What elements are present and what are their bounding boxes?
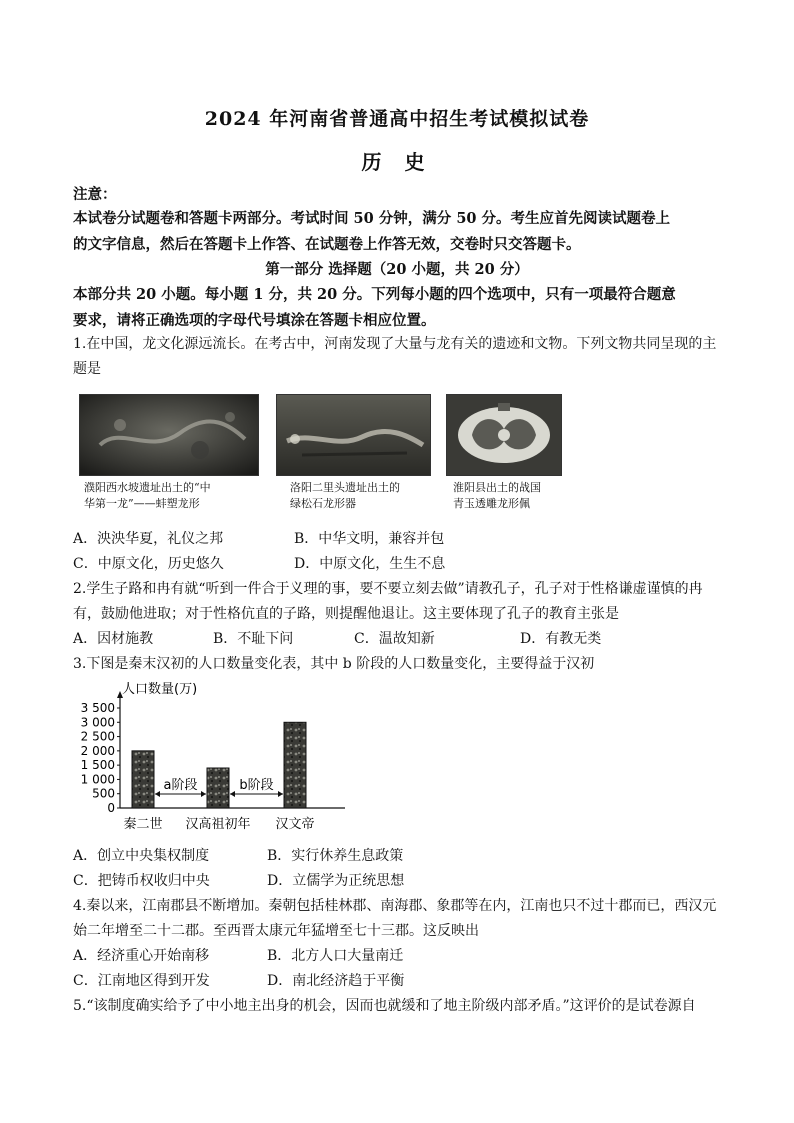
notice-line-2: 的文字信息，然后在答题卡上作答、在试题卷上作答无效，交卷时只交答题卡。	[73, 236, 581, 253]
caption-2	[290, 480, 400, 512]
q3-option-b[interactable]: B．实行休养生息政策	[267, 848, 404, 864]
q3-option-a[interactable]: A．创立中央集权制度	[73, 848, 210, 864]
q3-option-c[interactable]: C．把铸币权收归中央	[73, 873, 210, 889]
caption-2-line-2: 绿松石龙形器	[290, 497, 356, 510]
q1-option-d[interactable]: D．中原文化，生生不息	[294, 556, 446, 572]
x-category-label: 秦二世	[123, 817, 163, 832]
q2-option-b[interactable]: B．不耻下问	[213, 631, 294, 647]
q2-stem-2: 有，鼓励他进取；对于性格伉直的子路，则提醒他退让。这主要体现了孔子的教育主张是	[73, 606, 619, 622]
y-tick-label: 3 500	[80, 701, 115, 715]
subject-title: 历 史	[361, 150, 433, 174]
caption-1-line-1: 濮阳西水坡遗址出土的“中	[84, 481, 211, 494]
artifact-photo-shell-dragon	[79, 394, 259, 476]
q2-stem-1: 2.学生子路和冉有就“听到一件合于义理的事，要不要立刻去做”请教孔子，孔子对于性格谦虚谨慎的冉	[73, 581, 703, 597]
x-category-label: 汉高祖初年	[185, 817, 251, 832]
exam-title: 2024 年河南省普通高中招生考试模拟试卷	[204, 108, 590, 130]
bar-3	[284, 722, 306, 808]
a-stage-label: a阶段	[163, 778, 198, 793]
y-tick-label: 1 500	[80, 758, 115, 773]
q4-option-a[interactable]: A．经济重心开始南移	[73, 948, 210, 964]
q1-stem-1: 1.在中国，龙文化源远流长。在考古中，河南发现了大量与龙有关的遗迹和文物。下列文物共同呈现的主	[73, 336, 717, 352]
q4-stem-2: 始二年增至二十二郡。至西晋太康元年猛增至七十三郡。这反映出	[73, 923, 479, 939]
b-stage-label: b阶段	[239, 778, 274, 793]
q2-option-d[interactable]: D．有教无类	[520, 631, 602, 647]
population-chart	[70, 680, 350, 840]
q1-option-a[interactable]: A．泱泱华夏，礼仪之邦	[73, 531, 224, 547]
q4-option-b[interactable]: B．北方人口大量南迁	[267, 948, 404, 964]
q2-option-c[interactable]: C．温故知新	[354, 631, 435, 647]
caption-3	[453, 480, 541, 512]
q3-option-d[interactable]: D．立儒学为正统思想	[267, 873, 405, 889]
q2-option-a[interactable]: A．因材施教	[73, 631, 154, 647]
bar-2	[207, 768, 229, 808]
a-stage-arrow-right	[201, 791, 206, 797]
y-tick-label: 2 000	[80, 743, 115, 758]
y-tick-label: 0	[107, 801, 115, 815]
artifact-photo-jade-pendant	[446, 394, 562, 476]
q1-option-c[interactable]: C．中原文化，历史悠久	[73, 556, 224, 572]
q3-stem: 3.下图是秦末汉初的人口数量变化表，其中 b 阶段的人口数量变化，主要得益于汉初	[73, 656, 595, 672]
caption-1	[84, 480, 211, 512]
notice-line-1: 本试卷分试题卷和答题卡两部分。考试时间 50 分钟，满分 50 分。考生应首先阅读试题卷上	[73, 210, 671, 227]
caption-3-line-1: 淮阳县出土的战国	[453, 481, 541, 494]
b-stage-arrow-left	[230, 791, 235, 797]
q1-stem-2: 题是	[73, 361, 101, 377]
q4-option-c[interactable]: C．江南地区得到开发	[73, 973, 210, 989]
q4-stem-1: 4.秦以来，江南郡县不断增加。秦朝包括桂林郡、南海郡、象郡等在内，江南也只不过十郡而已，西汉元	[73, 898, 717, 914]
y-tick-label: 2 500	[80, 729, 115, 744]
part1-heading: 第一部分 选择题（20 小题，共 20 分）	[265, 261, 529, 278]
notice-heading: 注意：	[73, 186, 117, 203]
part1-intro-2: 要求，请将正确选项的字母代号填涂在答题卡相应位置。	[73, 312, 436, 329]
q4-option-d[interactable]: D．南北经济趋于平衡	[267, 973, 405, 989]
y-tick-label: 500	[92, 786, 115, 801]
y-tick-label: 1 000	[80, 772, 115, 787]
b-stage-arrow-right	[278, 791, 283, 797]
y-axis-label: 人口数量(万)	[122, 682, 198, 697]
x-category-label: 汉文帝	[275, 817, 315, 832]
part1-intro-1: 本部分共 20 小题。每小题 1 分，共 20 分。下列每小题的四个选项中，只有一项最符合题意	[73, 286, 676, 303]
caption-3-line-2: 青玉透雕龙形佩	[453, 497, 530, 510]
y-tick-label: 3 000	[80, 715, 115, 730]
caption-1-line-2: 华第一龙”——蚌塑龙形	[84, 497, 200, 510]
caption-2-line-1: 洛阳二里头遗址出土的	[290, 481, 400, 494]
q1-option-b[interactable]: B．中华文明，兼容并包	[294, 531, 445, 547]
artifact-photo-turquoise-dragon	[276, 394, 431, 476]
bar-1	[132, 751, 154, 808]
a-stage-arrow-left	[155, 791, 160, 797]
q5-stem-1: 5.“该制度确实给予了中小地主出身的机会，因而也就缓和了地主阶级内部矛盾。”这评价的是试卷源自	[73, 998, 696, 1014]
